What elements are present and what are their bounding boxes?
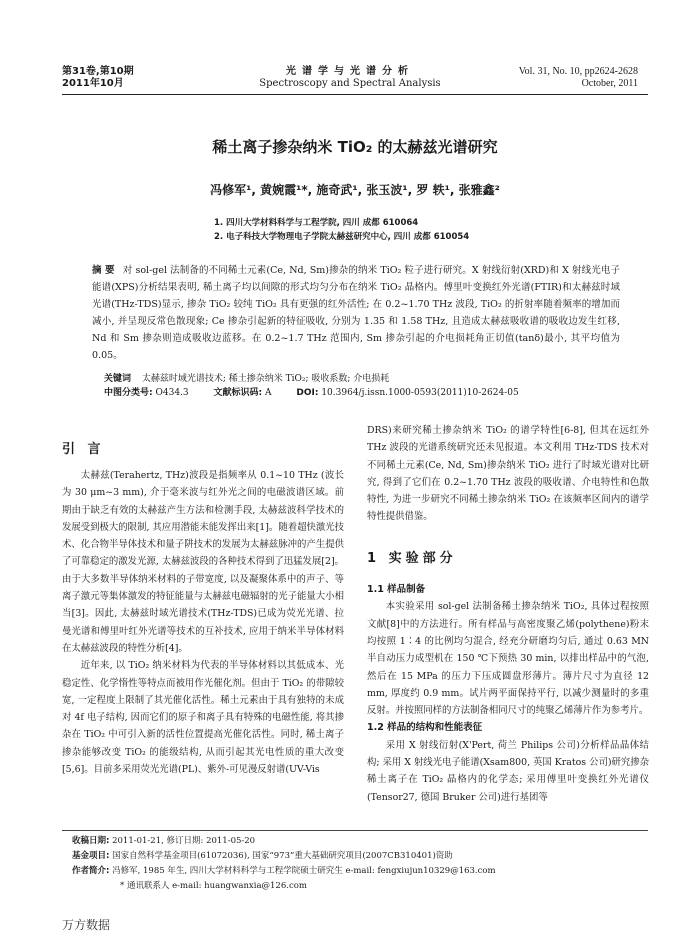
abstract-label: 摘 要 xyxy=(92,265,115,276)
subsection-1-2-text: 采用 X 射线衍射(X'Pert, 荷兰 Philips 公司)分析样品晶体结构; 采用 X 射线光电子能谱(Xsam800, 英国 Kratos 公司)研究掺杂稀土离子在 TiO₂ 晶格内的化学态; 采用傅里叶变换红外光谱仪(Tensor27, 德国 Bruker 公司)进行基团等 xyxy=(367,739,649,803)
doc-code-label: 文献标识码: xyxy=(213,388,263,398)
keywords-block xyxy=(104,372,519,400)
right-column xyxy=(367,422,649,806)
journal-name: 光谱学与光谱分析 Spectroscopy and Spectral Analysis xyxy=(259,66,441,89)
fund-text: 国家自然科学基金项目(61072036), 国家“973”重大基础研究项目(2007CB310401)资助 xyxy=(112,851,453,861)
bio-label: 作者简介: xyxy=(72,866,110,876)
keywords-label: 关键词 xyxy=(104,374,132,384)
subsection-1-1-text: 本实验采用 sol-gel 法制备稀土掺杂纳米 TiO₂, 具体过程按照文献[8]中的方法进行。所有样品与高密度聚乙烯(polythene)粉末均按照 1∶4 的比例均匀混合, 经充分研磨均匀后, 通过 0.63 MN 半自动压力成型机在 150 ℃下预热 30 min, 以排出样品中的气泡, 然后在 15 MPa 的压力下压成圆盘形薄片。薄片尺寸为直径 12 mm, 厚度约 0.9 mm。试片两平面保持平行, 以减少测量时的多重反射。并按照同样的方法制备相同尺寸的纯聚乙烯薄片作为参考片。 xyxy=(367,601,649,717)
intro-paragraph-cont: DRS)来研究稀土掺杂纳米 TiO₂ 的谱学特性[6-8], 但其在远红外 THz 波段的光谱系统研究还未见报道。本文利用 THz-TDS 技术对不同稀土元素(Ce, Nd, Sm)掺杂纳米 TiO₂ 进行了时域光谱对比研究, 得到了它们在 0.2~1.70 THz 波段的吸收谱、介电特性和色散特性, 为进一步研究不同稀土掺杂纳米 TiO₂ 在该频率区间内的谱学特性提供借鉴。 xyxy=(367,425,649,523)
watermark: 万方数据 xyxy=(62,918,111,932)
keywords-text: 太赫兹时域光谱技术; 稀土掺杂纳米 TiO₂; 吸收系数; 介电损耗 xyxy=(141,374,390,384)
intro-paragraph-1: 太赫兹(Terahertz, THz)波段是指频率从 0.1~10 THz (波长为 30 μm~3 mm), 介于毫米波与红外光之间的电磁波谱区域。前期由于缺乏有效的太赫兹产生方法和检测手段, 太赫兹波科学技术的发展受到极大的限制, 其应用潜能未能发挥出来[1]。随着超快激光技术、化合物半导体技术和量子阱技术的发展为太赫兹脉冲的产生提供了可靠稳定的激发光源, 太赫兹波段的各种技术得到了迅猛发展[2]。由于大多数半导体纳米材料的子带宽度, 以及凝聚体系中的声子、等离子激元等集体激发的特征能量与太赫兹电磁辐射的光子能量大小相当[3]。因此, 太赫兹时域光谱技术(THz-TDS)已成为荧光光谱、拉曼光谱和傅里叶红外光谱等技术的互补技术, 应用于纳米半导体材料在太赫兹波段的特性分析[4]。 xyxy=(62,470,344,654)
left-column xyxy=(62,467,344,778)
abstract-text: 对 sol-gel 法制备的不同稀土元素(Ce, Nd, Sm)掺杂的纳米 TiO₂ 粒子进行研究。X 射线衍射(XRD)和 X 射线光电子能谱(XPS)分析结果表明, 稀土离子均以间隙的形式均匀分布在纳米 TiO₂ 晶格内。傅里叶变换红外光谱(FTIR)和太赫兹时域光谱(THz-TDS)显示, 掺杂 TiO₂ 较纯 TiO₂ 具有更强的红外活性; 在 0.2~1.70 THz 波段, TiO₂ 的折射率随着频率的增加而减小, 并呈现反常色散现象; Ce 掺杂引起新的特征吸收, 分别为 1.35 和 1.58 THz, 且造成太赫兹吸收谱的吸收边发生红移, Nd 和 Sm 掺杂则造成吸收边蓝移。在 0.2~1.7 THz 范围内, Sm 掺杂引起的介电损耗角正切值(tanδ)最小, 其平均值为 0.05。 xyxy=(92,265,620,361)
subsection-1-1-heading: 1.1 样品制备 xyxy=(367,584,426,596)
bio-text: 冯修军, 1985 年生, 四川大学材料科学与工程学院硕士研究生 e-mail: fengxiujun10329@163.com xyxy=(112,866,496,876)
journal-volume-en: Vol. 31, No. 10, pp2624-2628 October, 2011 xyxy=(518,66,638,89)
intro-paragraph-2: 近年来, 以 TiO₂ 纳米材料为代表的半导体材料以其低成本、光稳定性、化学惰性等特点而被用作光催化剂。但由于 TiO₂ 的带隙较宽, 一定程度上限制了其光催化活性。稀土元素由于具有独特的未成对 4f 电子结构, 因而它们的原子和离子具有特殊的电磁性能, 将其掺杂在 TiO₂ 中可引入新的活性位置提高光催化活性。同时, 稀土离子掺杂能够改变 TiO₂ 的能级结构, 从而引起其光电性质的重大改变[5,6]。目前多采用荧光光谱(PL)、紫外-可见漫反射谱(UV-Vis xyxy=(62,660,344,776)
affiliation-1: 1. 四川大学材料科学与工程学院, 四川 成都 610064 xyxy=(214,218,419,228)
doi-value: 10.3964/j.issn.1000-0593(2011)10-2624-05 xyxy=(321,388,519,398)
header-rule xyxy=(62,94,648,95)
corresponding-author: * 通讯联系人 e-mail: huangwanxia@126.com xyxy=(120,881,307,891)
abstract xyxy=(92,262,620,364)
affiliation-2: 2. 电子科技大学物理电子学院太赫兹研究中心, 四川 成都 610054 xyxy=(214,232,470,242)
intro-heading: 引 言 xyxy=(62,442,105,457)
affiliations xyxy=(214,216,469,244)
section-1-heading: 1 实验部分 xyxy=(367,550,457,566)
author-list: 冯修军¹, 黄婉霞¹*, 施奇武¹, 张玉波¹, 罗 轶¹, 张雅鑫² xyxy=(210,183,500,197)
paper-title: 稀土离子掺杂纳米 TiO₂ 的太赫兹光谱研究 xyxy=(212,138,498,156)
received-dates: 2011-01-21, 修订日期: 2011-05-20 xyxy=(112,836,256,846)
journal-volume-cn: 第31卷,第10期 2011年10月 xyxy=(62,66,134,89)
footnotes xyxy=(72,834,496,894)
subsection-1-2-heading: 1.2 样品的结构和性能表征 xyxy=(367,722,483,734)
fund-label: 基金项目: xyxy=(72,851,110,861)
clc-label: 中图分类号: xyxy=(104,388,153,398)
footnote-rule xyxy=(62,830,648,831)
doi-label: DOI: xyxy=(296,388,319,398)
received-label: 收稿日期: xyxy=(72,836,110,846)
clc-value: O434.3 xyxy=(155,388,189,398)
doc-code-value: A xyxy=(265,388,272,398)
